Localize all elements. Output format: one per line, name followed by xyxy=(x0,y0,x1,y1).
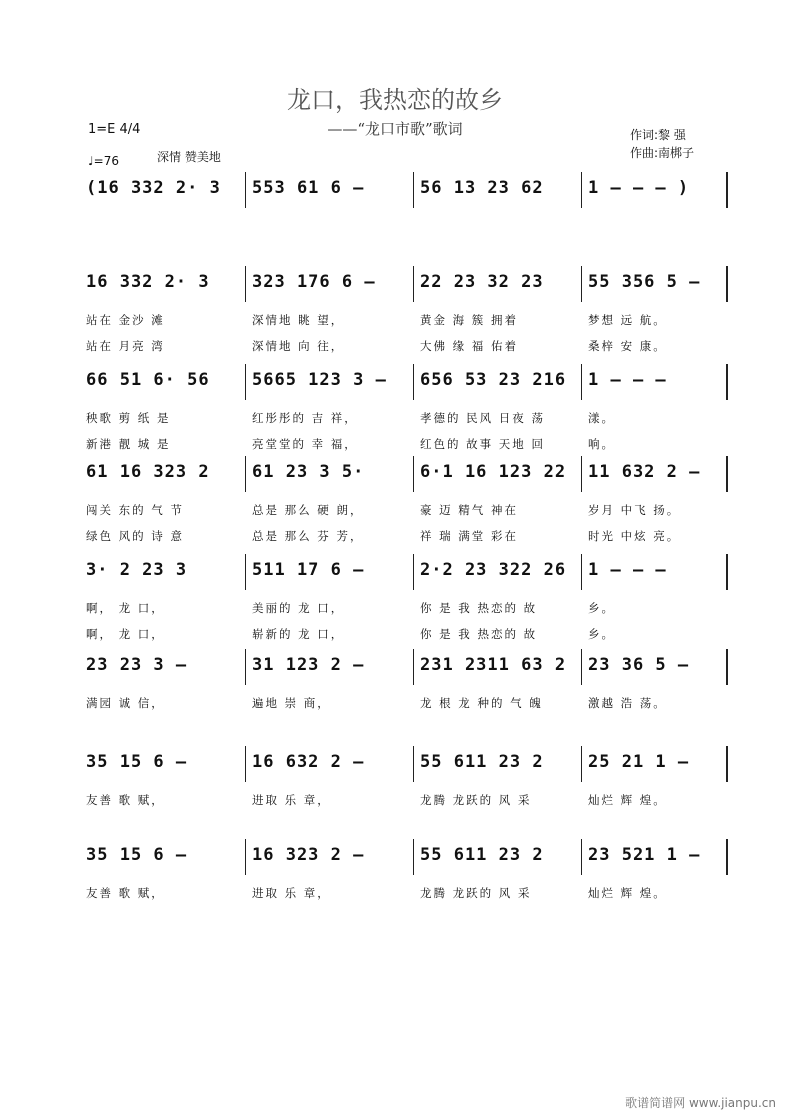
lyric-segment: 岁月 中飞 扬。 xyxy=(588,503,681,517)
lyric-segment: 红色的 故事 天地 回 xyxy=(420,437,545,451)
bar-line xyxy=(245,839,246,875)
measure: 55 356 5 – xyxy=(588,272,701,292)
bar-line xyxy=(413,266,414,302)
measure: 1 – – – xyxy=(588,560,667,580)
lyrics-line xyxy=(0,312,790,330)
lyric-segment: 遍地 崇 商， xyxy=(252,696,331,710)
lyric-segment: 黄金 海 簇 拥着 xyxy=(420,313,518,327)
notes-line xyxy=(0,560,790,590)
lyric-segment: 漾。 xyxy=(588,411,615,425)
measure: 61 23 3 5· xyxy=(252,462,365,482)
notes-line xyxy=(0,178,790,208)
notes-line xyxy=(0,845,790,875)
notes-line xyxy=(0,272,790,302)
bar-line xyxy=(581,746,582,782)
lyric-segment: 孝德的 民风 日夜 荡 xyxy=(420,411,545,425)
lyrics-line xyxy=(0,528,790,546)
bar-line xyxy=(245,554,246,590)
measure: 553 61 6 – xyxy=(252,178,365,198)
notes-line xyxy=(0,462,790,492)
measure: 3· 2 23 3 xyxy=(86,560,188,580)
notes-line xyxy=(0,370,790,400)
tempo-marking: ♩=76 xyxy=(88,154,119,168)
bar-line xyxy=(413,839,414,875)
bar-line xyxy=(581,266,582,302)
measure: 35 15 6 – xyxy=(86,845,188,865)
lyricist: 作词:黎 强 xyxy=(630,128,686,142)
lyric-segment: 进取 乐 章， xyxy=(252,793,331,807)
measure: 25 21 1 – xyxy=(588,752,690,772)
measure: 55 611 23 2 xyxy=(420,845,544,865)
measure: 16 323 2 – xyxy=(252,845,365,865)
lyric-segment: 闯关 东的 气 节 xyxy=(86,503,184,517)
lyric-segment: 豪 迈 精气 神在 xyxy=(420,503,518,517)
measure: 16 632 2 – xyxy=(252,752,365,772)
watermark: 歌谱简谱网 www.jianpu.cn xyxy=(625,1096,776,1110)
lyric-segment: 时光 中炫 亮。 xyxy=(588,529,681,543)
measure: 61 16 323 2 xyxy=(86,462,210,482)
key-signature: 1=E 4/4 xyxy=(88,122,141,137)
lyric-segment: 你 是 我 热恋的 故 xyxy=(420,627,538,641)
measure: 231 2311 63 2 xyxy=(420,655,567,675)
bar-line xyxy=(726,649,728,685)
lyric-segment: 灿烂 辉 煌。 xyxy=(588,886,667,900)
bar-line xyxy=(581,172,582,208)
lyric-segment: 绿色 风的 诗 意 xyxy=(86,529,184,543)
bar-line xyxy=(413,649,414,685)
measure: 31 123 2 – xyxy=(252,655,365,675)
bar-line xyxy=(726,364,728,400)
notes-line xyxy=(0,752,790,782)
measure: 511 17 6 – xyxy=(252,560,365,580)
song-title: 龙口，我热恋的故乡 xyxy=(287,86,503,114)
lyric-segment: 美丽的 龙 口， xyxy=(252,601,345,615)
lyric-segment: 龙 根 龙 种的 气 魄 xyxy=(420,696,543,710)
bar-line xyxy=(245,266,246,302)
composer: 作曲:南梆子 xyxy=(630,146,695,160)
lyric-segment: 秧歌 剪 纸 是 xyxy=(86,411,171,425)
lyric-segment: 你 是 我 热恋的 故 xyxy=(420,601,538,615)
credits xyxy=(630,126,694,162)
bar-line xyxy=(413,172,414,208)
lyrics-line xyxy=(0,338,790,356)
lyric-segment: 站在 月亮 湾 xyxy=(86,339,165,353)
lyric-segment: 站在 金沙 滩 xyxy=(86,313,165,327)
measure: 23 521 1 – xyxy=(588,845,701,865)
bar-line xyxy=(413,364,414,400)
bar-line xyxy=(581,839,582,875)
lyric-segment: 亮堂堂的 幸 福， xyxy=(252,437,358,451)
measure: 22 23 32 23 xyxy=(420,272,544,292)
measure: 16 332 2· 3 xyxy=(86,272,210,292)
lyrics-line xyxy=(0,502,790,520)
lyric-segment: 响。 xyxy=(588,437,615,451)
expression-marking: 深情 赞美地 xyxy=(157,150,221,164)
bar-line xyxy=(726,172,728,208)
lyric-segment: 总是 那么 芬 芳， xyxy=(252,529,364,543)
bar-line xyxy=(726,839,728,875)
bar-line xyxy=(245,456,246,492)
bar-line xyxy=(245,172,246,208)
lyrics-line xyxy=(0,626,790,644)
bar-line xyxy=(245,649,246,685)
bar-line xyxy=(726,456,728,492)
measure: (16 332 2· 3 xyxy=(86,178,221,198)
bar-line xyxy=(581,649,582,685)
lyrics-line xyxy=(0,600,790,618)
lyric-segment: 满园 诚 信， xyxy=(86,696,165,710)
measure: 66 51 6· 56 xyxy=(86,370,210,390)
measure: 656 53 23 216 xyxy=(420,370,567,390)
measure: 35 15 6 – xyxy=(86,752,188,772)
lyrics-line xyxy=(0,410,790,428)
lyric-segment: 友善 歌 赋， xyxy=(86,886,165,900)
measure: 1 – – – ) xyxy=(588,178,690,198)
lyric-segment: 大佛 缘 福 佑着 xyxy=(420,339,518,353)
lyric-segment: 新港 靓 城 是 xyxy=(86,437,171,451)
bar-line xyxy=(413,746,414,782)
lyric-segment: 梦想 远 航。 xyxy=(588,313,667,327)
notes-line xyxy=(0,655,790,685)
bar-line xyxy=(581,554,582,590)
measure: 6·1 16 123 22 xyxy=(420,462,567,482)
measure: 55 611 23 2 xyxy=(420,752,544,772)
bar-line xyxy=(245,364,246,400)
lyric-segment: 啊， 龙 口， xyxy=(86,627,165,641)
lyric-segment: 崭新的 龙 口， xyxy=(252,627,345,641)
song-subtitle: ——“龙口市歌”歌词 xyxy=(327,120,463,138)
lyric-segment: 龙腾 龙跃的 风 采 xyxy=(420,793,532,807)
measure: 323 176 6 – xyxy=(252,272,376,292)
lyric-segment: 桑梓 安 康。 xyxy=(588,339,667,353)
lyric-segment: 祥 瑞 满堂 彩在 xyxy=(420,529,518,543)
measure: 1 – – – xyxy=(588,370,667,390)
bar-line xyxy=(726,266,728,302)
lyrics-line xyxy=(0,695,790,713)
measure: 23 23 3 – xyxy=(86,655,188,675)
measure: 11 632 2 – xyxy=(588,462,701,482)
lyric-segment: 深情地 眺 望， xyxy=(252,313,345,327)
measure: 56 13 23 62 xyxy=(420,178,544,198)
lyric-segment: 龙腾 龙跃的 风 采 xyxy=(420,886,532,900)
lyric-segment: 总是 那么 硬 朗， xyxy=(252,503,364,517)
measure: 2·2 23 322 26 xyxy=(420,560,567,580)
bar-line xyxy=(413,554,414,590)
lyric-segment: 灿烂 辉 煌。 xyxy=(588,793,667,807)
lyric-segment: 啊， 龙 口， xyxy=(86,601,165,615)
lyric-segment: 激越 浩 荡。 xyxy=(588,696,667,710)
bar-line xyxy=(581,364,582,400)
lyrics-line xyxy=(0,885,790,903)
lyrics-line xyxy=(0,436,790,454)
lyric-segment: 友善 歌 赋， xyxy=(86,793,165,807)
measure: 23 36 5 – xyxy=(588,655,690,675)
bar-line xyxy=(581,456,582,492)
lyric-segment: 红彤彤的 吉 祥， xyxy=(252,411,358,425)
lyric-segment: 乡。 xyxy=(588,601,615,615)
measure: 5665 123 3 – xyxy=(252,370,387,390)
bar-line xyxy=(413,456,414,492)
lyrics-line xyxy=(0,792,790,810)
bar-line xyxy=(726,554,728,590)
lyric-segment: 进取 乐 章， xyxy=(252,886,331,900)
lyric-segment: 深情地 向 往， xyxy=(252,339,345,353)
bar-line xyxy=(726,746,728,782)
bar-line xyxy=(245,746,246,782)
lyric-segment: 乡。 xyxy=(588,627,615,641)
